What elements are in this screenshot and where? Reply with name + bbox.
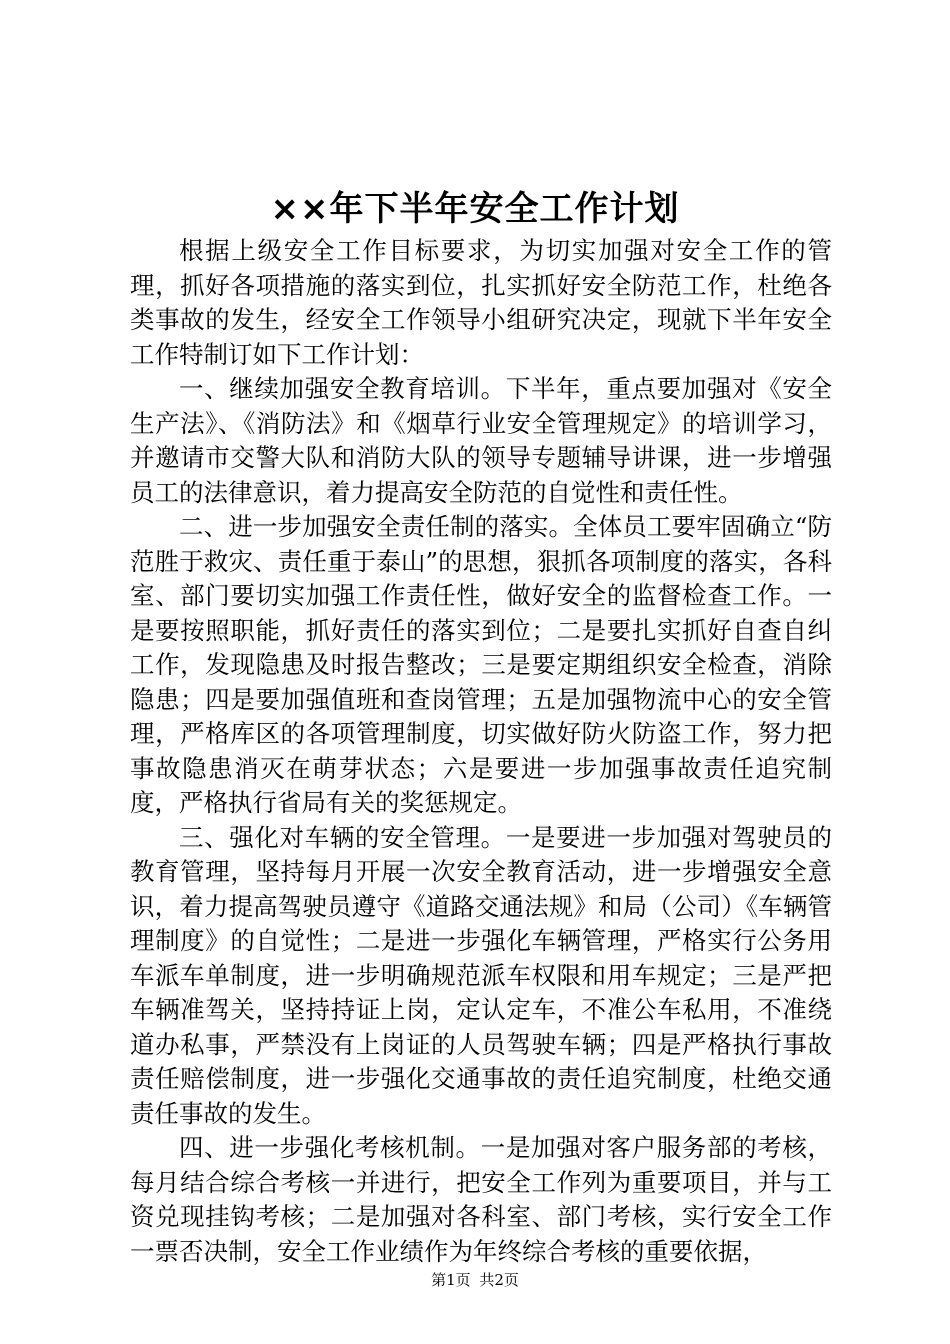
section-4-paragraph: 四、进一步强化考核机制。一是加强对客户服务部的考核，每月结合综合考核一并进行，把安全工作列为重要项目，并与工资兑现挂钩考核；二是加强对各科室、部门考核，实行安全工作一票否决制，安全工作业绩作为年终综合考核的重要依据， — [130, 1133, 832, 1266]
document-body — [130, 234, 832, 1269]
page-number-total: 共2页 — [479, 1271, 519, 1289]
section-3-paragraph: 三、强化对车辆的安全管理。一是要进一步加强对驾驶员的教育管理，坚持每月开展一次安全教育活动，进一步增强安全意识，着力提高驾驶员遵守《道路交通法规》和局（公司）《车辆管理制度》的自觉性；二是进一步强化车辆管理，严格实行公务用车派车单制度，进一步明确规范派车权限和用车规定；三是严把车辆准驾关，坚持持证上岗，定认定车，不准公车私用，不准绕道办私事，严禁没有上岗证的人员驾驶车辆；四是严格执行事故责任赔偿制度，进一步强化交通事故的责任追究制度，杜绝交通责任事故的发生。 — [130, 822, 832, 1128]
intro-paragraph: 根据上级安全工作目标要求，为切实加强对安全工作的管理，抓好各项措施的落实到位，扎实抓好安全防范工作，杜绝各类事故的发生，经安全工作领导小组研究决定，现就下半年安全工作特制订如下工作计划： — [130, 236, 832, 369]
page-number-current: 第1页 — [431, 1271, 471, 1289]
page-footer — [0, 1270, 950, 1290]
section-2-paragraph: 二、进一步加强安全责任制的落实。全体员工要牢固确立“防范胜于救灾、责任重于泰山”的思想，狠抓各项制度的落实，各科室、部门要切实加强工作责任性，做好安全的监督检查工作。一是要按照职能，抓好责任的落实到位；二是要扎实抓好自查自纠工作，发现隐患及时报告整改；三是要定期组织安全检查，消除隐患；四是要加强值班和查岗管理；五是加强物流中心的安全管理，严格库区的各项管理制度，切实做好防火防盗工作，努力把事故隐患消灭在萌芽状态；六是要进一步加强事故责任追究制度，严格执行省局有关的奖惩规定。 — [130, 512, 832, 817]
section-1-paragraph: 一、继续加强安全教育培训。下半年，重点要加强对《安全生产法》、《消防法》和《烟草行业安全管理规定》的培训学习，并邀请市交警大队和消防大队的领导专题辅导讲课，进一步增强员工的法律意识，着力提高安全防范的自觉性和责任性。 — [130, 374, 832, 507]
document-title: ××年下半年安全工作计划 — [270, 189, 680, 229]
